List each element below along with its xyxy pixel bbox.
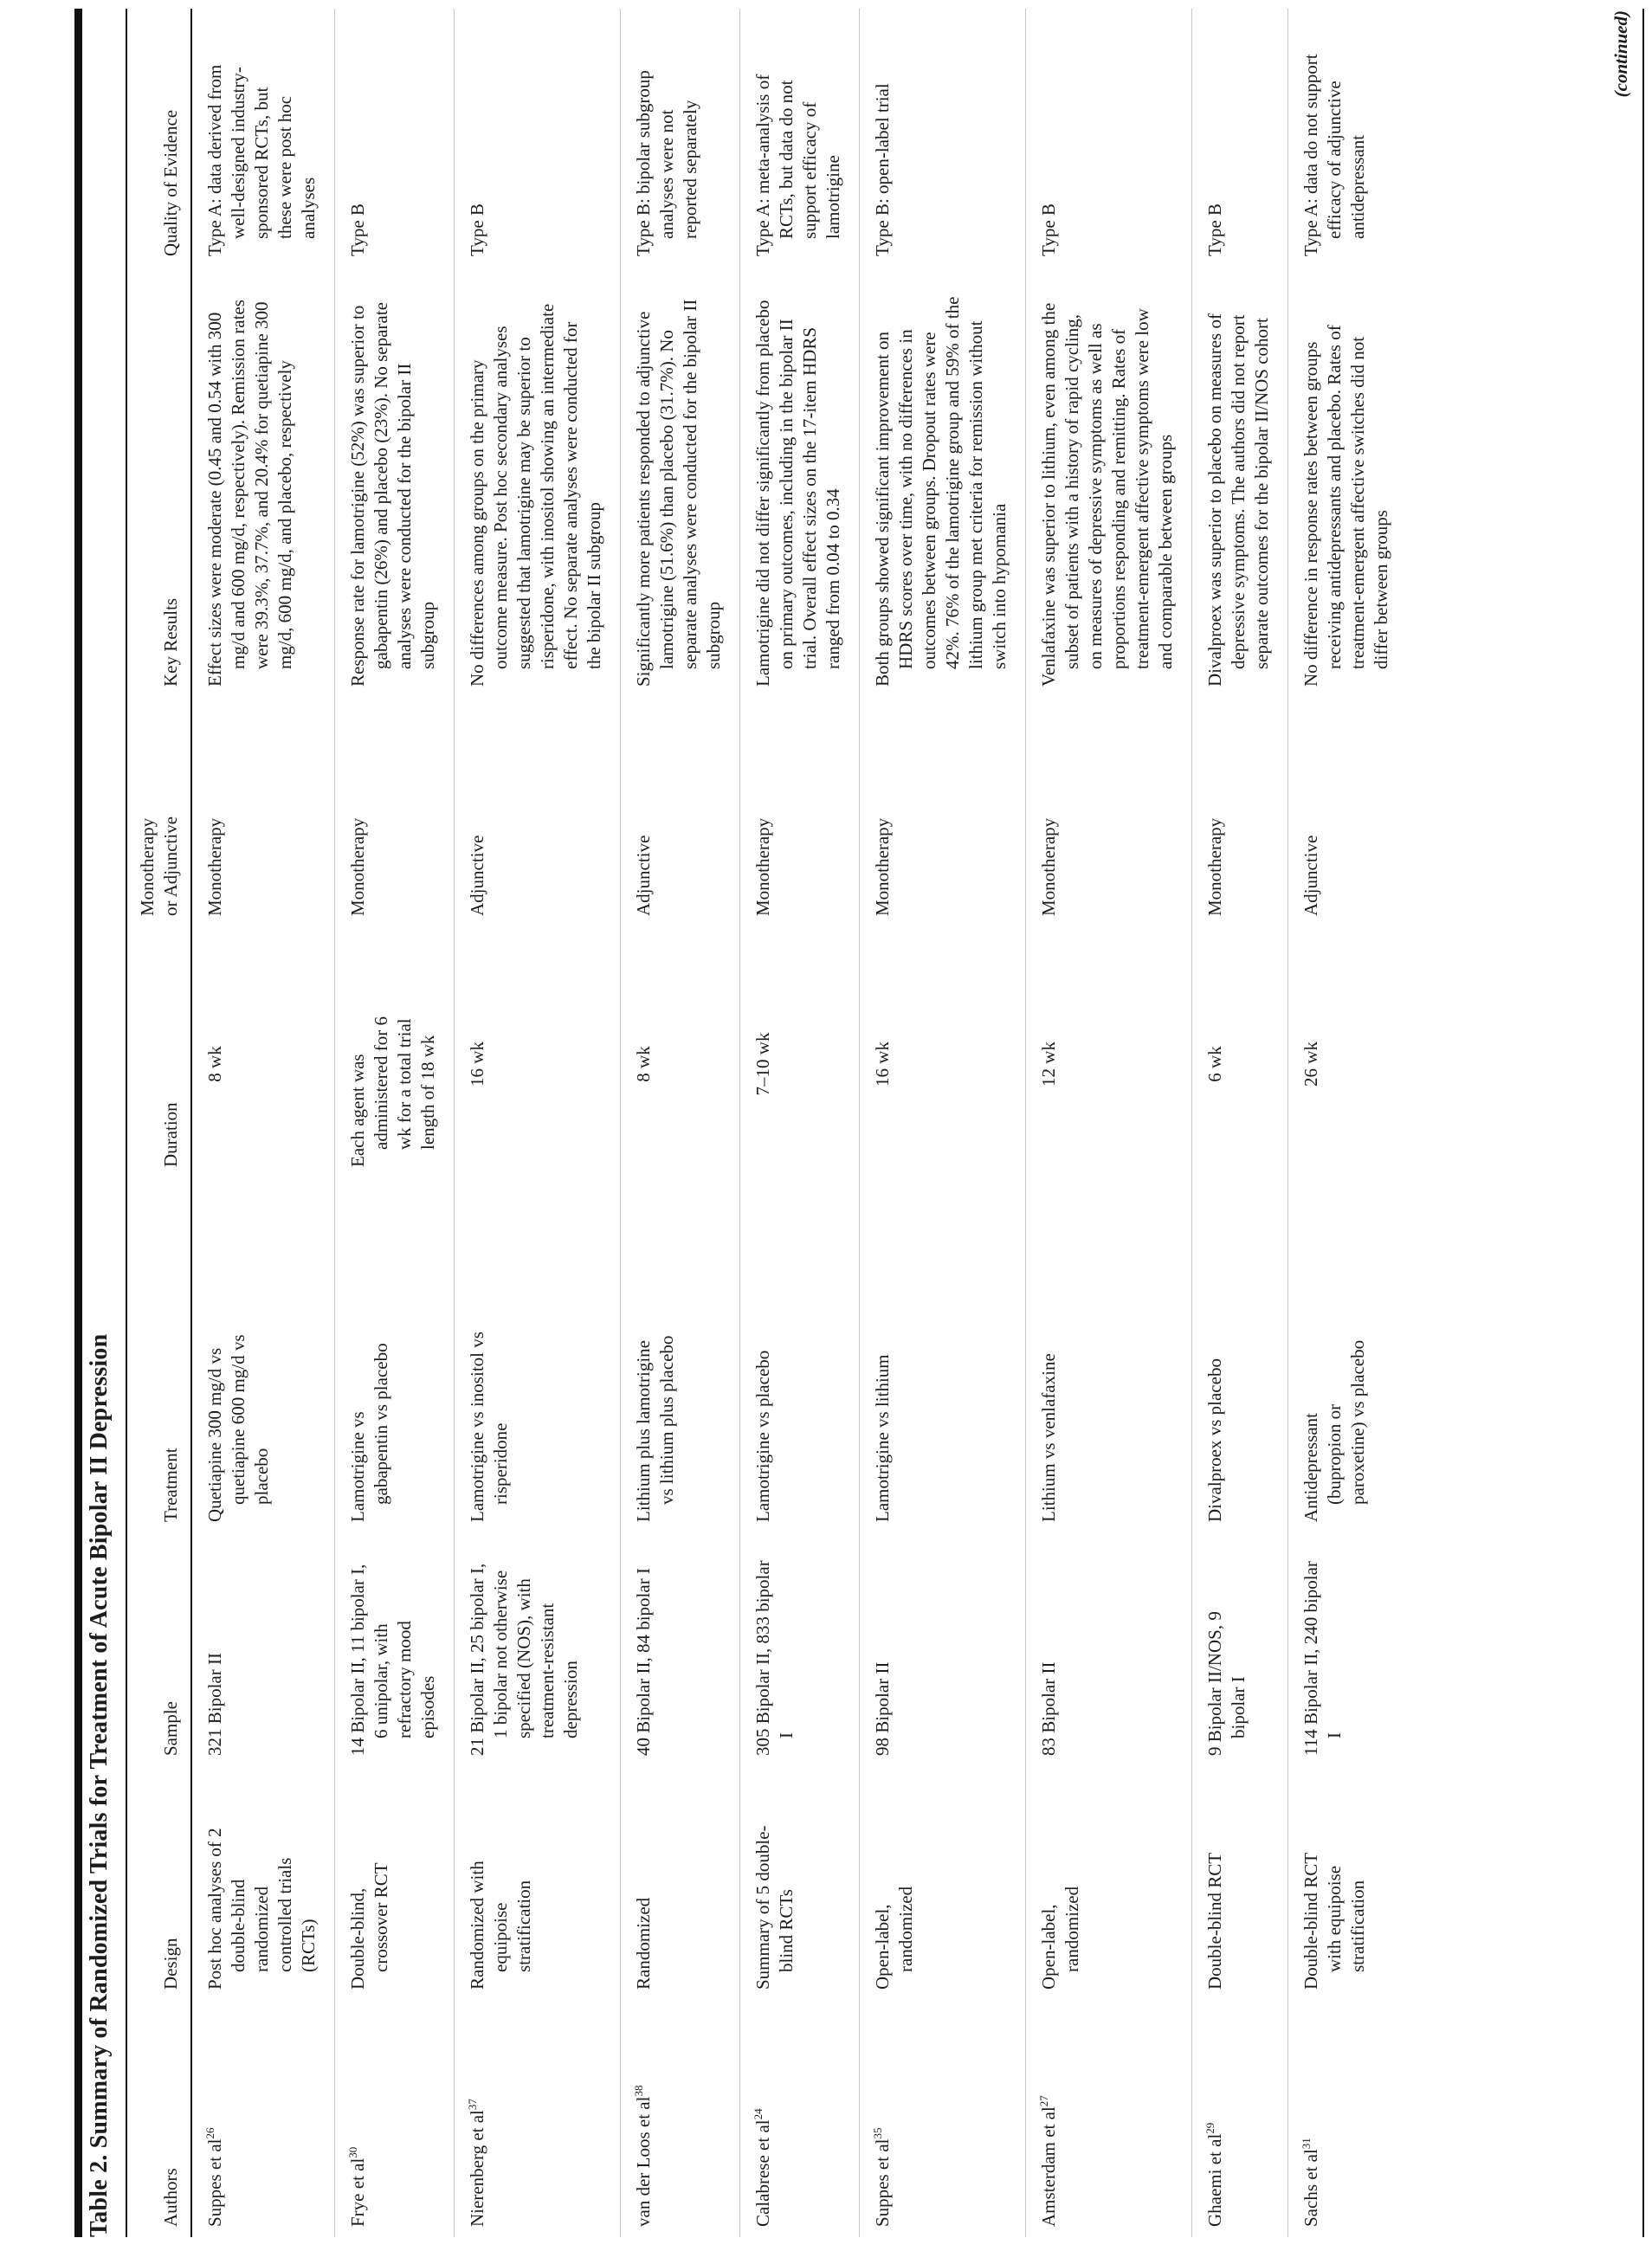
table-row xyxy=(455,9,621,2237)
reference-number: 24 xyxy=(752,2108,765,2120)
author-name: Nierenberg et al xyxy=(467,2110,487,2227)
treatment-cell: Lamotrigine vs placebo xyxy=(740,1177,860,1532)
sample-cell: 114 Bipolar II, 240 bipolar I xyxy=(1288,1532,1408,1766)
mode-cell: Adjunctive xyxy=(621,697,740,926)
mode-cell: Adjunctive xyxy=(1288,697,1408,926)
quality-cell: Type A: data derived from well-designed industry-sponsored RCTs, but these were post hoc analyses xyxy=(204,64,319,256)
author-name: Suppes et al xyxy=(204,2138,225,2227)
col-header-authors: Authors xyxy=(160,2168,181,2227)
continued-note: (continued) xyxy=(1610,10,1631,98)
summary-table xyxy=(127,9,1407,2237)
table-row xyxy=(860,9,1026,2237)
mode-cell: Monotherapy xyxy=(1192,697,1288,926)
author-cell xyxy=(860,2000,1026,2237)
treatment-cell: Lamotrigine vs gabapentin vs placebo xyxy=(335,1177,455,1532)
sample-cell: 98 Bipolar II xyxy=(860,1532,1026,1766)
treatment-cell: Divalproex vs placebo xyxy=(1192,1177,1288,1532)
key-results-cell: Significantly more patients responded to adjunctive lamotrigine (51.6%) than placebo (31.7%). No separate analyses were conducted for the bipolar II subgroup xyxy=(621,267,740,697)
col-header-sample: Sample xyxy=(160,1701,181,1756)
design-cell: Open-label, randomized xyxy=(860,1766,1026,2000)
col-header-duration: Duration xyxy=(160,1102,181,1167)
author-cell xyxy=(621,2000,740,2237)
duration-cell: 16 wk xyxy=(455,926,621,1177)
sample-cell: 21 Bipolar II, 25 bipolar I, 1 bipolar not otherwise specified (NOS), with treatment-resistant depression xyxy=(455,1532,621,1766)
mode-cell: Adjunctive xyxy=(455,697,621,926)
author-cell xyxy=(455,2000,621,2237)
sample-cell: 9 Bipolar II/NOS, 9 bipolar I xyxy=(1192,1532,1288,1766)
reference-number: 37 xyxy=(466,2099,479,2111)
mode-cell: Monotherapy xyxy=(860,697,1026,926)
author-name: Amsterdam et al xyxy=(1038,2106,1059,2227)
author-name: van der Loos et al xyxy=(633,2096,654,2227)
table-title: Table 2. Summary of Randomized Trials for Treatment of Acute Bipolar II Depression xyxy=(86,1333,113,2237)
key-results-cell: Divalproex was superior to placebo on measures of depressive symptoms. The authors did not report separate outcomes for the bipolar II/NOS cohort xyxy=(1192,267,1288,697)
design-cell: Randomized with equipoise stratification xyxy=(455,1766,621,2000)
table-bottom-rule xyxy=(1642,9,1644,2237)
mode-cell: Monotherapy xyxy=(740,697,860,926)
quality-cell: Type B xyxy=(1192,9,1288,267)
reference-number: 35 xyxy=(871,2127,884,2139)
author-cell xyxy=(1288,2000,1408,2237)
table-row xyxy=(335,9,455,2237)
treatment-cell: Quetiapine 300 mg/d vs quetiapine 600 mg/d vs placebo xyxy=(204,1334,272,1522)
design-cell: Summary of 5 double-blind RCTs xyxy=(740,1766,860,2000)
design-cell: Double-blind RCT with equipoise stratification xyxy=(1288,1766,1408,2000)
design-cell: Randomized xyxy=(621,1766,740,2000)
sample-cell: 40 Bipolar II, 84 bipolar I xyxy=(621,1532,740,1766)
duration-cell: 8 wk xyxy=(621,926,740,1177)
duration-cell: 26 wk xyxy=(1288,926,1408,1177)
duration-cell: 12 wk xyxy=(1026,926,1192,1177)
col-header-quality: Quality of Evidence xyxy=(160,109,181,256)
mode-cell: Monotherapy xyxy=(1026,697,1192,926)
duration-cell: 6 wk xyxy=(1192,926,1288,1177)
reference-number: 31 xyxy=(1300,2138,1313,2150)
quality-cell: Type B xyxy=(335,9,455,267)
treatment-cell: Lamotrigine vs lithium xyxy=(860,1177,1026,1532)
reference-number: 38 xyxy=(632,2085,645,2097)
table-row xyxy=(621,9,740,2237)
treatment-cell: Antidepressant (bupropion or paroxetine) vs placebo xyxy=(1288,1177,1408,1532)
author-name: Sachs et al xyxy=(1300,2149,1321,2227)
key-results-cell: No difference in response rates between groups receiving antidepressants and placebo. Rates of treatment-emergent affective switches did not differ between groups xyxy=(1288,267,1408,697)
sample-cell: 14 Bipolar II, 11 bipolar I, 6 unipolar, with refractory mood episodes xyxy=(335,1532,455,1766)
design-cell: Double-blind RCT xyxy=(1192,1766,1288,2000)
duration-cell: 8 wk xyxy=(204,1046,225,1082)
table-row xyxy=(740,9,860,2237)
key-results-cell: No differences among groups on the primary outcome measure. Post hoc secondary analyses suggested that lamotrigine may be superior to risperidone, with inositol showing an intermediate effect. No separate analyses were conducted for the bipolar II subgroup xyxy=(455,267,621,697)
author-cell xyxy=(191,2000,335,2237)
quality-cell: Type A: meta-analysis of RCTs, but data do not support efficacy of lamotrigine xyxy=(740,9,860,267)
duration-cell: Each agent was administered for 6 wk for a total trial length of 18 wk xyxy=(335,926,455,1177)
key-results-cell: Effect sizes were moderate (0.45 and 0.54 with 300 mg/d and 600 mg/d, respectively). Remission rates were 39.3%, 37.7%, and 20.4% for quetiapine 300 mg/d, 600 mg/d, and placebo, respectively xyxy=(204,300,295,687)
table-row xyxy=(1288,9,1408,2237)
treatment-cell: Lithium plus lamotrigine vs lithium plus placebo xyxy=(621,1177,740,1532)
author-cell xyxy=(740,2000,860,2237)
quality-cell: Type B: open-label trial xyxy=(860,9,1026,267)
quality-cell: Type B xyxy=(1026,9,1192,267)
table-top-rule xyxy=(74,9,82,2237)
header-row xyxy=(127,9,191,2237)
sample-cell: 305 Bipolar II, 833 bipolar I xyxy=(740,1532,860,1766)
col-header-treatment: Treatment xyxy=(160,1448,181,1522)
quality-cell: Type B: bipolar subgroup analyses were not reported separately xyxy=(621,9,740,267)
table-row xyxy=(191,9,335,2237)
reference-number: 26 xyxy=(203,2127,216,2139)
mode-cell: Monotherapy xyxy=(204,817,225,916)
reference-number: 27 xyxy=(1037,2095,1050,2107)
col-header-key-results: Key Results xyxy=(160,597,181,687)
treatment-cell: Lithium vs venlafaxine xyxy=(1026,1177,1192,1532)
reference-number: 29 xyxy=(1204,2122,1216,2134)
key-results-cell: Venlafaxine was superior to lithium, even among the subset of patients with a history of rapid cycling, on measures of depressive symptoms as well as proportions responding and remitting. Rates of treatment-emergent affective symptoms were low and comparable between groups xyxy=(1026,267,1192,697)
design-cell: Open-label, randomized xyxy=(1026,1766,1192,2000)
design-cell: Post hoc analyses of 2 double-blind randomized controlled trials (RCTs) xyxy=(204,1828,319,1990)
author-name: Suppes et al xyxy=(872,2138,893,2227)
key-results-cell: Response rate for lamotrigine (52%) was superior to gabapentin (26%) and placebo (23%). No separate analyses were conducted for the bipolar II subgroup xyxy=(335,267,455,697)
author-cell xyxy=(1192,2000,1288,2237)
design-cell: Double-blind, crossover RCT xyxy=(335,1766,455,2000)
reference-number: 30 xyxy=(346,2146,359,2158)
col-header-mode: Monotherapy or Adjunctive xyxy=(137,816,181,916)
duration-cell: 7–10 wk xyxy=(740,926,860,1177)
quality-cell: Type A: data do not support efficacy of adjunctive antidepressant xyxy=(1288,9,1408,267)
sample-cell: 83 Bipolar II xyxy=(1026,1532,1192,1766)
author-name: Frye et al xyxy=(347,2157,368,2227)
mode-cell: Monotherapy xyxy=(335,697,455,926)
treatment-cell: Lamotrigine vs inositol vs risperidone xyxy=(455,1177,621,1532)
table-row xyxy=(1192,9,1288,2237)
author-name: Ghaemi et al xyxy=(1204,2133,1225,2227)
author-name: Calabrese et al xyxy=(752,2119,773,2227)
table-row xyxy=(1026,9,1192,2237)
col-header-design: Design xyxy=(160,1938,181,1990)
sample-cell: 321 Bipolar II xyxy=(204,1653,225,1756)
author-cell xyxy=(335,2000,455,2237)
author-cell xyxy=(1026,2000,1192,2237)
key-results-cell: Lamotrigine did not differ significantly from placebo on primary outcomes, including in the bipolar II trial. Overall effect sizes on the 17-item HDRS ranged from 0.04 to 0.34 xyxy=(740,267,860,697)
quality-cell: Type B xyxy=(455,9,621,267)
duration-cell: 16 wk xyxy=(860,926,1026,1177)
key-results-cell: Both groups showed significant improvement on HDRS scores over time, with no differences in outcomes between groups. Dropout rates were 42%. 76% of the lamotrigine group and 59% of the lithium group met criteria for remission without switch into hypomania xyxy=(860,267,1026,697)
